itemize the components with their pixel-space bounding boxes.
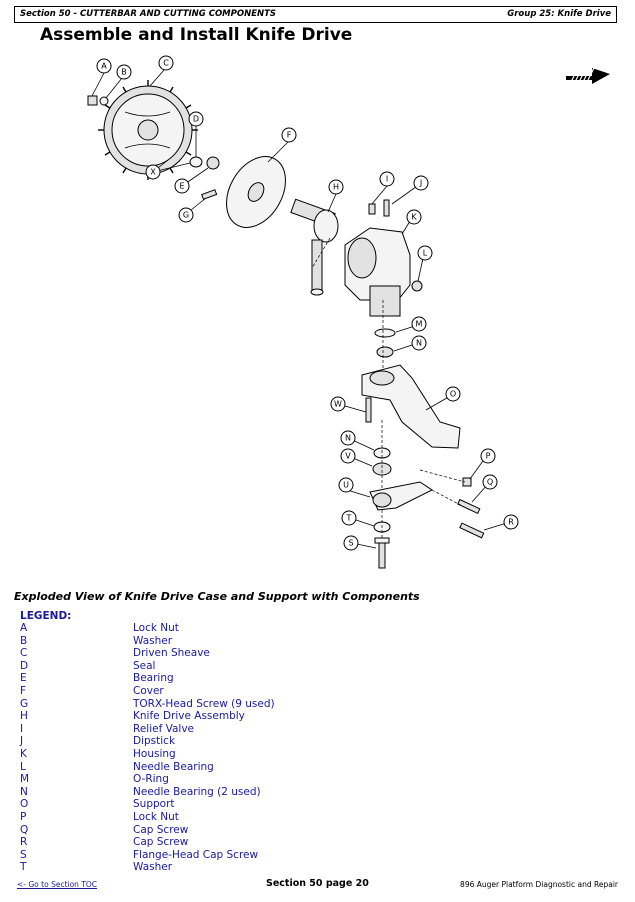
- svg-text:V: V: [345, 451, 351, 461]
- callout-q: [483, 475, 497, 489]
- callout-l: [418, 246, 432, 260]
- page-title: Assemble and Install Knife Drive: [40, 25, 353, 45]
- legend-title: LEGEND:: [20, 610, 72, 622]
- callout-m: [412, 317, 426, 331]
- legend-key: F: [20, 684, 27, 697]
- legend-key: Q: [20, 823, 29, 836]
- needle-bearing-upper-part: [377, 347, 393, 357]
- legend-item: [20, 861, 420, 874]
- legend-label: Flange-Head Cap Screw: [133, 848, 259, 861]
- legend-label: Cap Screw: [133, 823, 189, 836]
- legend-label: Lock Nut: [133, 622, 179, 634]
- legend-label: Needle Bearing (2 used): [133, 785, 261, 798]
- callout-n-upper: [412, 336, 426, 350]
- legend-item: [20, 672, 420, 685]
- legend-item: [20, 798, 420, 811]
- callout-o: [446, 387, 460, 401]
- legend-label: Support: [133, 798, 175, 811]
- legend-key: D: [20, 659, 29, 672]
- legend-key: E: [20, 672, 27, 685]
- svg-text:I: I: [385, 174, 389, 184]
- legend-item: [20, 710, 420, 723]
- section-header-label: Section 50 - CUTTERBAR AND CUTTING COMPONENTS: [20, 9, 277, 19]
- callout-n-lower: [341, 431, 355, 445]
- legend-key: G: [20, 697, 29, 710]
- lock-nut-part: [88, 96, 97, 105]
- legend-label: Dipstick: [133, 735, 176, 748]
- svg-text:D: D: [192, 114, 200, 124]
- washer-part: [100, 97, 108, 105]
- svg-text:Q: Q: [486, 477, 494, 487]
- callout-s: [344, 536, 358, 550]
- legend-item: [20, 735, 420, 748]
- svg-text:W: W: [334, 399, 342, 409]
- legend-list: [20, 622, 420, 874]
- callout-t: [342, 511, 356, 525]
- callout-j: [414, 176, 428, 190]
- legend-label: Relief Valve: [133, 722, 195, 735]
- washer-v-part: [373, 463, 391, 475]
- exploded-view-diagram: [0, 48, 635, 584]
- legend-label: Lock Nut: [133, 810, 179, 823]
- svg-text:L: L: [422, 248, 428, 258]
- legend-key: B: [20, 634, 28, 647]
- callout-p: [481, 449, 495, 463]
- legend-label: Knife Drive Assembly: [133, 710, 245, 723]
- svg-text:P: P: [485, 451, 491, 461]
- bearing-part: [207, 157, 219, 169]
- support-part: [362, 365, 460, 448]
- legend-item: [20, 824, 420, 837]
- legend-label: Washer: [133, 861, 173, 874]
- cap-screw-q-part: [458, 500, 480, 514]
- svg-text:N: N: [345, 433, 351, 443]
- legend-label: Bearing: [133, 672, 174, 685]
- legend-label: O-Ring: [133, 773, 169, 786]
- legend-label: Housing: [133, 747, 176, 760]
- legend-item: [20, 748, 420, 761]
- dipstick-part: [384, 200, 389, 216]
- svg-text:O: O: [449, 389, 457, 399]
- svg-text:H: H: [332, 182, 340, 192]
- relief-valve-part: [369, 204, 375, 214]
- legend-key: H: [20, 710, 28, 723]
- legend-key: C: [20, 647, 28, 660]
- callout-b: [117, 65, 131, 79]
- legend-key: M: [20, 773, 30, 786]
- legend-key: L: [20, 760, 26, 773]
- screw-w-part: [366, 398, 371, 422]
- cap-screw-r-part: [460, 523, 484, 538]
- flange-screw-part: [379, 540, 385, 568]
- page-number: Section 50 page 20: [266, 878, 369, 889]
- svg-text:U: U: [343, 480, 349, 490]
- legend-item: [20, 773, 420, 786]
- legend-item: [20, 723, 420, 736]
- svg-text:S: S: [348, 538, 354, 548]
- svg-text:R: R: [508, 517, 514, 527]
- legend-item: [20, 836, 420, 849]
- legend-item: [20, 622, 420, 635]
- callout-v: [341, 449, 355, 463]
- callout-r: [504, 515, 518, 529]
- svg-text:C: C: [163, 58, 169, 68]
- legend-item: [20, 849, 420, 862]
- callout-c: [159, 56, 173, 70]
- legend-key: J: [20, 735, 24, 748]
- page-header: [14, 6, 617, 23]
- legend-item: [20, 635, 420, 648]
- svg-text:B: B: [121, 67, 127, 77]
- svg-text:K: K: [411, 212, 417, 222]
- callout-g: [179, 208, 193, 222]
- svg-text:X: X: [150, 167, 156, 177]
- cover-part: [214, 146, 297, 238]
- svg-text:M: M: [415, 319, 423, 329]
- legend-item: [20, 811, 420, 824]
- svg-text:E: E: [179, 181, 185, 191]
- svg-text:A: A: [101, 61, 107, 71]
- group-header-label: Group 25: Knife Drive: [507, 9, 611, 19]
- legend-key: I: [20, 722, 24, 735]
- legend-item: [20, 647, 420, 660]
- legend-item: [20, 685, 420, 698]
- needle-bearing-part: [412, 281, 422, 291]
- callout-i: [380, 172, 394, 186]
- section-toc-link[interactable]: <- Go to Section TOC: [17, 880, 98, 889]
- svg-text:G: G: [182, 210, 190, 220]
- knife-drive-assembly-part: [291, 199, 338, 295]
- callout-w: [331, 397, 345, 411]
- legend-key: P: [20, 810, 27, 823]
- legend-label: Needle Bearing: [133, 760, 214, 773]
- legend-item: [20, 698, 420, 711]
- legend-key: S: [20, 848, 27, 861]
- legend-key: O: [20, 798, 29, 811]
- svg-text:F: F: [286, 130, 292, 140]
- callout-u: [339, 478, 353, 492]
- callout-h: [329, 180, 343, 194]
- seal-part: [190, 157, 202, 167]
- callout-x: [146, 165, 160, 179]
- svg-text:N: N: [416, 338, 422, 348]
- flange-screw-head: [375, 538, 389, 543]
- legend-label: Driven Sheave: [133, 647, 210, 660]
- legend-key: K: [20, 747, 27, 760]
- legend-label: TORX-Head Screw (9 used): [133, 697, 275, 710]
- legend-key: R: [20, 836, 28, 849]
- legend-label: Cap Screw: [133, 836, 189, 849]
- callout-d: [189, 112, 203, 126]
- document-title: 896 Auger Platform Diagnostic and Repair: [460, 880, 618, 889]
- legend-label: Seal: [133, 659, 156, 672]
- callout-e: [175, 179, 189, 193]
- callout-k: [407, 210, 421, 224]
- legend-key: A: [20, 622, 28, 634]
- o-ring-part: [375, 329, 395, 337]
- legend-item: [20, 786, 420, 799]
- figure-caption: Exploded View of Knife Drive Case and Support with Components: [14, 590, 420, 603]
- torx-screw-part: [202, 190, 217, 199]
- legend-item: [20, 660, 420, 673]
- callout-a: [97, 59, 111, 73]
- svg-text:J: J: [419, 178, 423, 188]
- housing-part: [345, 228, 410, 316]
- svg-text:T: T: [346, 513, 352, 523]
- arm-part: [370, 482, 432, 510]
- legend-key: T: [20, 861, 27, 874]
- legend-key: N: [20, 785, 28, 798]
- legend-label: Washer: [133, 634, 173, 647]
- callout-f: [282, 128, 296, 142]
- legend-item: [20, 761, 420, 774]
- legend-label: Cover: [133, 684, 164, 697]
